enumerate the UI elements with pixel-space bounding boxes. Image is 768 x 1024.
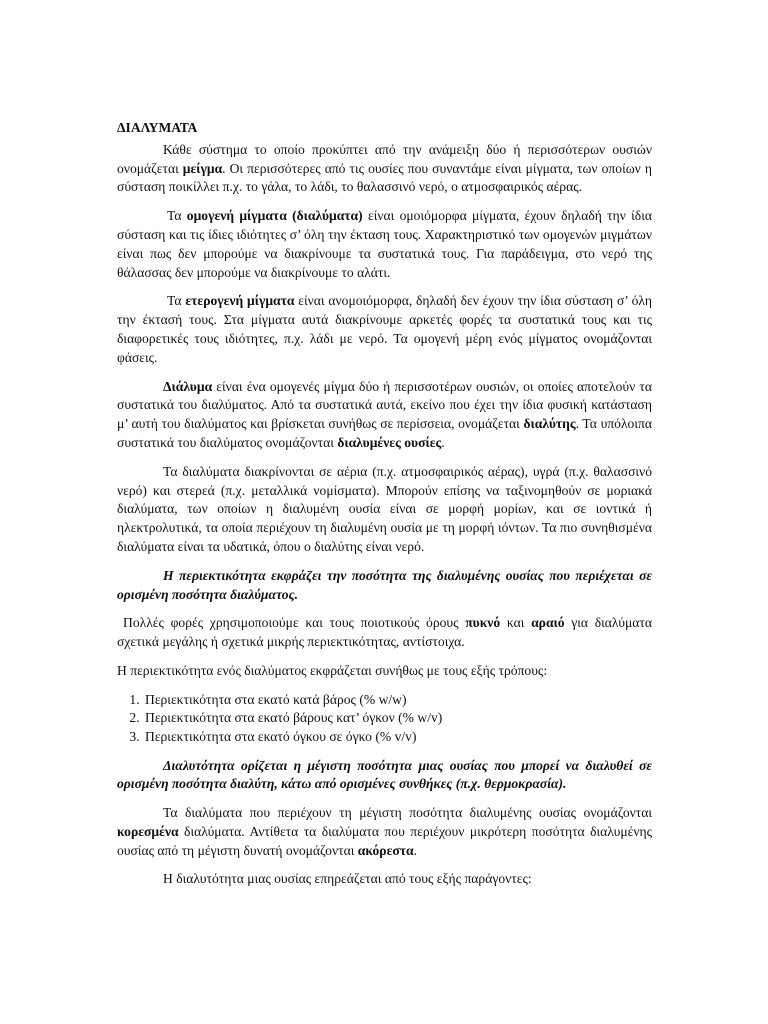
document-page [117,114,652,889]
term-solutes: διαλυμένες ουσίες [337,434,442,450]
paragraph-saturated-solutions [117,804,652,860]
document-title: ΔΙΑΛΥΜΑΤΑ [117,120,198,135]
term-dilute: αραιό [531,615,565,631]
text-run: Κάθε σύστημα το οποίο προκύπτει από την ανάμειξη δύο ή περισσότερων ουσιών ονομάζεται [117,141,652,176]
paragraph-concentration-ways: Η περιεκτικότητα ενός διαλύματος εκφράζεται συνήθως με τους εξής τρόπους: [117,662,548,678]
text-run: διαλύματα. Αντίθετα τα διαλύματα που περιέχουν μικρότερη ποσότητα διαλυμένης ουσίας από τη μέγιστη δυνατή ονομάζονται [117,823,652,858]
text-run: Πολλές φορές χρησιμοποιούμε και τους ποιοτικούς όρους [123,615,466,631]
term-heterogeneous-mixtures: ετερογενή μίγματα [185,293,295,309]
term-saturated: κορεσμένα [117,823,179,839]
term-solution: Διάλυμα [163,378,213,394]
paragraph-qualitative-terms [117,614,652,652]
list-item: 2. Περιεκτικότητα στα εκατό βάρους κατ’ όγκον (% w/v) [143,709,652,728]
term-solvent: διαλύτης [523,416,576,432]
text-run: . [441,434,445,450]
list-item: 1. Περιεκτικότητα στα εκατό κατά βάρος (% w/w) [143,691,652,710]
paragraph-concentration-definition: Η περιεκτικότητα εκφράζει την ποσότητα της διαλυμένης ουσίας που περιέχεται σε ορισμένη ποσότητα διαλύματος. [117,567,652,602]
text-run: είναι ένα ομογενές μίγμα δύο ή περισσοτέρων ουσιών, οι οποίες αποτελούν τα συστατικά του διαλύματος. Από τα συστατικά αυτά, εκείνο που έχει την ίδια φυσική κατάσταση μ’ αυτή του διαλύματος και βρίσκεται συνήθως σε περίσσεια, ονομάζεται [117,378,652,432]
text-run: . [413,842,418,858]
text-run: Τα [167,208,187,224]
text-run: . Οι περισσότερες από τις ουσίες που συναντάμε είναι μίγματα, των οποίων η σύσταση ποικίλλει π.χ. το γάλα, το λάδι, το θαλασσινό νερό, ο ατμοσφαιρικός αέρας. [117,160,652,195]
text-run: είναι ομοιόμορφα μίγματα, έχουν δηλαδή την ίδια σύσταση και τις ίδιες ιδιότητες σ’ όλη την έκταση τους. Χαρακτηριστικό των ομογενών μιγμάτων είναι πως δεν μπορούμε να διακρίνουμε τα συστατικά τους. Για παράδειγμα, στο νερό της θάλασσας δεν μπορούμε να διακρίνουμε το αλάτι. [117,208,652,280]
text-run: και [500,615,532,631]
paragraph-homogeneous-mixtures [117,207,652,282]
paragraph-solubility-definition: Διαλυτότητα ορίζεται η μέγιστη ποσότητα μιας ουσίας που μπορεί να διαλυθεί σε ορισμένη ποσότητα διαλύτη, κάτω από ορισμένες συνθήκες (π.χ. θερμοκρασία). [117,757,652,792]
paragraph-mixture-definition [117,141,652,197]
list-item: 3. Περιεκτικότητα στα εκατό όγκου σε όγκο (% v/v) [143,728,652,747]
term-unsaturated: ακόρεστα [357,842,414,858]
paragraph-solution-types: Τα διαλύματα διακρίνονται σε αέρια (π.χ. ατμοσφαιρικός αέρας), υγρά (π.χ. θαλασσινό νερό) και στερεά (π.χ. μεταλλικά νομίσματα). Μπορούν επίσης να ταξινομηθούν σε μοριακά διαλύματα, των οποίων η διαλυμένη ουσία είναι σε μορφή μορίων, και σε ιοντικά ή ηλεκτρολυτικά, τα οποία περιέχουν τη διαλυμένη ουσία με τη μορφή ιόντων. Τα πιο συνηθισμένα διαλύματα είναι τα υδατικά, όπου ο διαλύτης είναι νερό. [117,463,652,554]
paragraph-solution-definition [117,378,652,453]
term-homogeneous-mixtures: ομογενή μίγματα (διαλύματα) [186,208,363,224]
text-run: Τα διαλύματα που περιέχουν τη μέγιστη ποσότητα διαλυμένης ουσίας ονομάζονται [163,805,652,821]
concentration-methods-list [117,691,652,747]
paragraph-heterogeneous-mixtures [117,292,652,367]
term-mixture: μείγμα [182,160,223,176]
text-run: . Τα υπόλοιπα συστατικά του διαλύματος ονομάζονται [117,416,652,450]
term-concentrated: πυκνό [465,615,501,631]
text-run: για διαλύματα σχετικά μεγάλης ή σχετικά μικρής περιεκτικότητας, αντίστοιχα. [117,615,652,650]
paragraph-solubility-factors: Η διαλυτότητα μιας ουσίας επηρεάζεται από τους εξής παράγοντες: [163,871,532,887]
text-run: είναι ανομοιόμορφα, δηλαδή δεν έχουν την ίδια σύσταση σ’ όλη την έκτασή τους. Στα μίγματα αυτά διακρίνουμε αρκετές φορές τα συστατικά τους και τις διαφορετικές τους ιδιότητες, π.χ. λάδι με νερό. Τα ομογενή μέρη ενός μίγματος ονομάζονται φάσεις. [117,293,652,365]
text-run: Τα [167,293,186,309]
